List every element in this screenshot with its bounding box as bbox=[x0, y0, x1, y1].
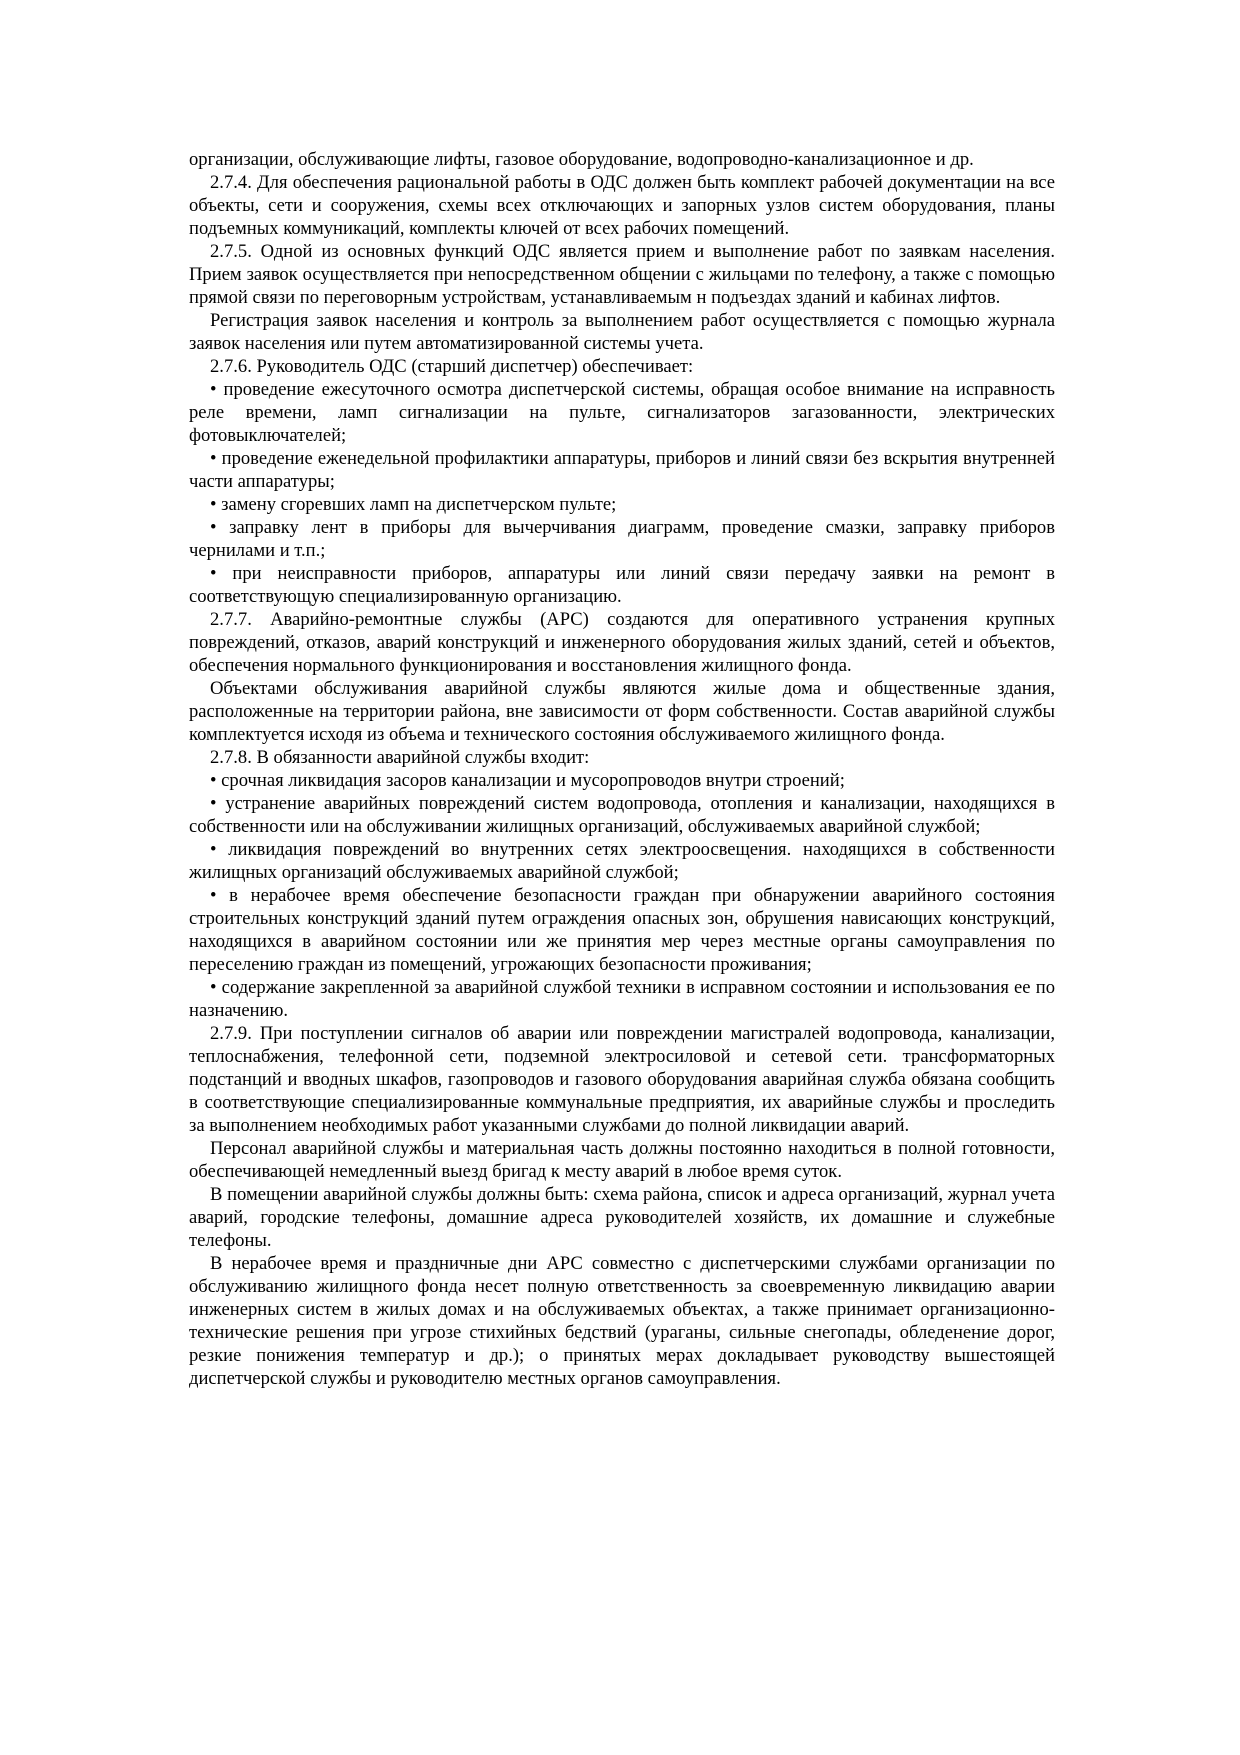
paragraph-2-7-5: 2.7.5. Одной из основных функций ОДС является прием и выполнение работ по заявкам населения. Прием заявок осуществляется при непосредственном общении с жильцами по телефону, а также с помощью прямой связи по переговорным устройствам, устанавливаемым н подъездах зданий и кабинах лифтов. bbox=[189, 241, 1055, 308]
paragraph-registration: Регистрация заявок населения и контроль за выполнением работ осуществляется с помощью журнала заявок населения или путем автоматизированной системы учета. bbox=[189, 310, 1055, 354]
bullet-item: • устранение аварийных повреждений систем водопровода, отопления и канализации, находящихся в собственности или на обслуживании жилищных организаций, обслуживаемых аварийной службой; bbox=[189, 793, 1055, 837]
bullet-item: • замену сгоревших ламп на диспетчерском пульте; bbox=[210, 494, 617, 515]
bullet-item: • проведение ежесуточного осмотра диспетчерской системы, обращая особое внимание на исправность реле времени, ламп сигнализации на пульте, сигнализаторов загазованности, электрических фотовыключателей; bbox=[189, 379, 1055, 446]
bullet-item: • содержание закрепленной за аварийной службой техники в исправном состоянии и использования ее по назначению. bbox=[189, 977, 1055, 1021]
paragraph-2-7-9: 2.7.9. При поступлении сигналов об аварии или повреждении магистралей водопровода, канализации, теплоснабжения, телефонной сети, подземной электросиловой и сетевой сети. трансформаторных подстанций и вводных шкафов, газопроводов и газового оборудования аварийная служба обязана сообщить в соответствующие специализированные коммунальные предприятия, их аварийные службы и проследить за выполнением необходимых работ указанными службами до полной ликвидации аварий. bbox=[189, 1023, 1055, 1136]
paragraph-service-objects: Объектами обслуживания аварийной службы являются жилые дома и общественные здания, расположенные на территории района, вне зависимости от форм собственности. Состав аварийной службы комплектуется исходя из объема и технического состояния обслуживаемого жилищного фонда. bbox=[189, 678, 1055, 745]
paragraph-2-7-4: 2.7.4. Для обеспечения рациональной работы в ОДС должен быть комплект рабочей документации на все объекты, сети и сооружения, схемы всех отключающих и запорных узлов систем оборудования, планы подъемных коммуникаций, комплекты ключей от всех рабочих помещений. bbox=[189, 172, 1055, 239]
bullet-item: • ликвидация повреждений во внутренних сетях электроосвещения. находящихся в собственности жилищных организаций обслуживаемых аварийной службой; bbox=[189, 839, 1055, 883]
paragraph-continuation: организации, обслуживающие лифты, газовое оборудование, водопроводно-канализационное и др. bbox=[189, 149, 974, 170]
bullet-item: • срочная ликвидация засоров канализации и мусоропроводов внутри строений; bbox=[210, 770, 845, 791]
paragraph-premises: В помещении аварийной службы должны быть: схема района, список и адреса организаций, журнал учета аварий, городские телефоны, домашние адреса руководителей хозяйств, их домашние и служебные телефоны. bbox=[189, 1184, 1055, 1251]
bullet-item: • проведение еженедельной профилактики аппаратуры, приборов и линий связи без вскрытия внутренней части аппаратуры; bbox=[189, 448, 1055, 492]
paragraph-2-7-8: 2.7.8. В обязанности аварийной службы входит: bbox=[210, 747, 590, 768]
bullet-item: • заправку лент в приборы для вычерчивания диаграмм, проведение смазки, заправку приборов чернилами и т.п.; bbox=[189, 517, 1055, 561]
document-page bbox=[189, 148, 1055, 1390]
paragraph-personnel: Персонал аварийной службы и материальная часть должны постоянно находиться в полной готовности, обеспечивающей немедленный выезд бригад к месту аварий в любое время суток. bbox=[189, 1138, 1055, 1182]
bullet-item: • в нерабочее время обеспечение безопасности граждан при обнаружении аварийного состояния строительных конструкций зданий путем ограждения опасных зон, обрушения нависающих конструкций, находящихся в аварийном состоянии или же принятия мер через местные органы самоуправления по переселению граждан из помещений, угрожающих безопасности проживания; bbox=[189, 885, 1055, 975]
paragraph-2-7-6: 2.7.6. Руководитель ОДС (старший диспетчер) обеспечивает: bbox=[210, 356, 694, 377]
bullet-item: • при неисправности приборов, аппаратуры или линий связи передачу заявки на ремонт в соответствующую специализированную организацию. bbox=[189, 563, 1055, 607]
paragraph-off-hours: В нерабочее время и праздничные дни АРС совместно с диспетчерскими службами организации по обслуживанию жилищного фонда несет полную ответственность за своевременную ликвидацию аварии инженерных систем в жилых домах и на обслуживаемых объектах, а также принимает организационно-технические решения при угрозе стихийных бедствий (ураганы, сильные снегопады, обледенение дорог, резкие понижения температур и др.); о принятых мерах докладывает руководству вышестоящей диспетчерской службы и руководителю местных органов самоуправления. bbox=[189, 1253, 1055, 1389]
paragraph-2-7-7: 2.7.7. Аварийно-ремонтные службы (АРС) создаются для оперативного устранения крупных повреждений, отказов, аварий конструкций и инженерного оборудования жилых зданий, сетей и объектов, обеспечения нормального функционирования и восстановления жилищного фонда. bbox=[189, 609, 1055, 676]
